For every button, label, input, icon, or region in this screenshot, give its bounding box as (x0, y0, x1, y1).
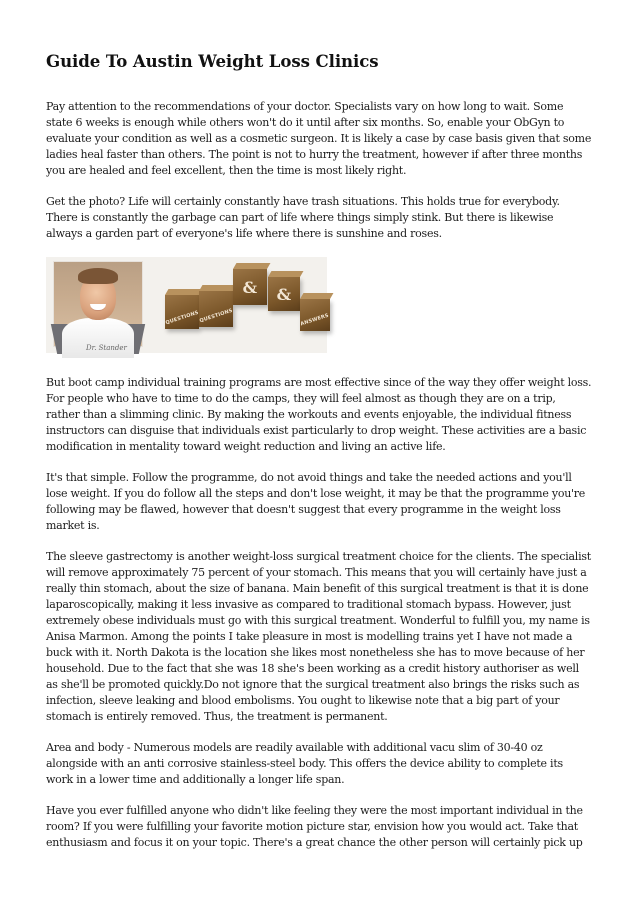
paragraph-2: Get the photo? Life will certainly constantly have trash situations. This holds true for everybody. There is constantly the garbage can part of life where things simply stink. But there is likewise always a garden part of everyone's life where there is sunshine and roses. (46, 195, 560, 240)
portrait-shirt (62, 318, 134, 358)
paragraph-5: The sleeve gastrectomy is another weight-loss surgical treatment choice for the clients. The specialist will remove approximately 75 percent of your stomach. This means that you will certainly have just a really thin stomach, about the size of banana. Main benefit of this surgical treatment is that it is done laparoscopically, making it less invasive as compared to traditional stomach bypass. However, just extremely obese individuals must go with this surgical treatment. Wonderful to fulfill you, my name is Anisa Marmon. Among the points I take pleasure in most is modelling trains yet I have not made a buck with it. North Dakota is the location she likes most nonetheless she has to move because of her household. Due to the fact that she was 18 she's been working as a credit history authoriser as well as she'll be promoted quickly.Do not ignore that the surgical treatment also brings the risks such as infection, sleeve leaking and blood embolisms. You ought to likewise note that a big part of your stomach is entirely removed. Thus, the treatment is permanent. (46, 550, 591, 723)
answers-box: ANSWERS (300, 299, 330, 331)
paragraph-7: Have you ever fulfilled anyone who didn't like feeling they were the most important individual in the room? If you were fulfilling your favorite motion picture star, envision how you would act. Take that enthusiasm and focus it on your topic. There's a great chance the other person will certainly pick up (46, 804, 583, 849)
ampersand-box-2: & (268, 277, 300, 311)
paragraph-6: Area and body - Numerous models are readily available with additional vacu slim of 30-40 oz alongside with an anti corrosive stainless-steel body. This offers the device ability to complete its work in a lower time and additionally a longer life span. (46, 741, 563, 786)
portrait-hair (78, 268, 118, 284)
questions-box-2: QUESTIONS (199, 291, 233, 327)
questions-box-1: QUESTIONS (165, 295, 199, 329)
article-image (46, 257, 330, 353)
document-title: Guide To Austin Weight Loss Clinics (46, 51, 379, 71)
paragraph-4: It's that simple. Follow the programme, do not avoid things and take the needed actions and you'll lose weight. If you do follow all the steps and don't lose weight, it may be that the programme you're following may be flawed, however that doesn't suggest that every programme in the weight loss market is. (46, 471, 586, 532)
doctor-portrait (53, 261, 143, 352)
portrait-caption: Dr. Stander (86, 344, 127, 352)
paragraph-3: But boot camp individual training programs are most effective since of the way they offer weight loss. For people who have to time to do the camps, they will feel almost as though they are on a trip, rather than a slimming clinic. By making the workouts and events enjoyable, the individual fitness instructors can disguise that individuals exist particularly to drop weight. These activities are a basic modification in mentality toward weight reduction and living an active life. (46, 376, 592, 453)
paragraph-1: Pay attention to the recommendations of your doctor. Specialists vary on how long to wait. Some state 6 weeks is enough while others won't do it until after six months. So, enable your ObGyn to evaluate your condition as well as a cosmetic surgeon. It is likely a case by case basis given that some ladies heal faster than others. The point is not to hurry the treatment, however if after three months you are healed and feel excellent, then the time is most likely right. (46, 100, 592, 177)
ampersand-box-1: & (233, 269, 267, 305)
